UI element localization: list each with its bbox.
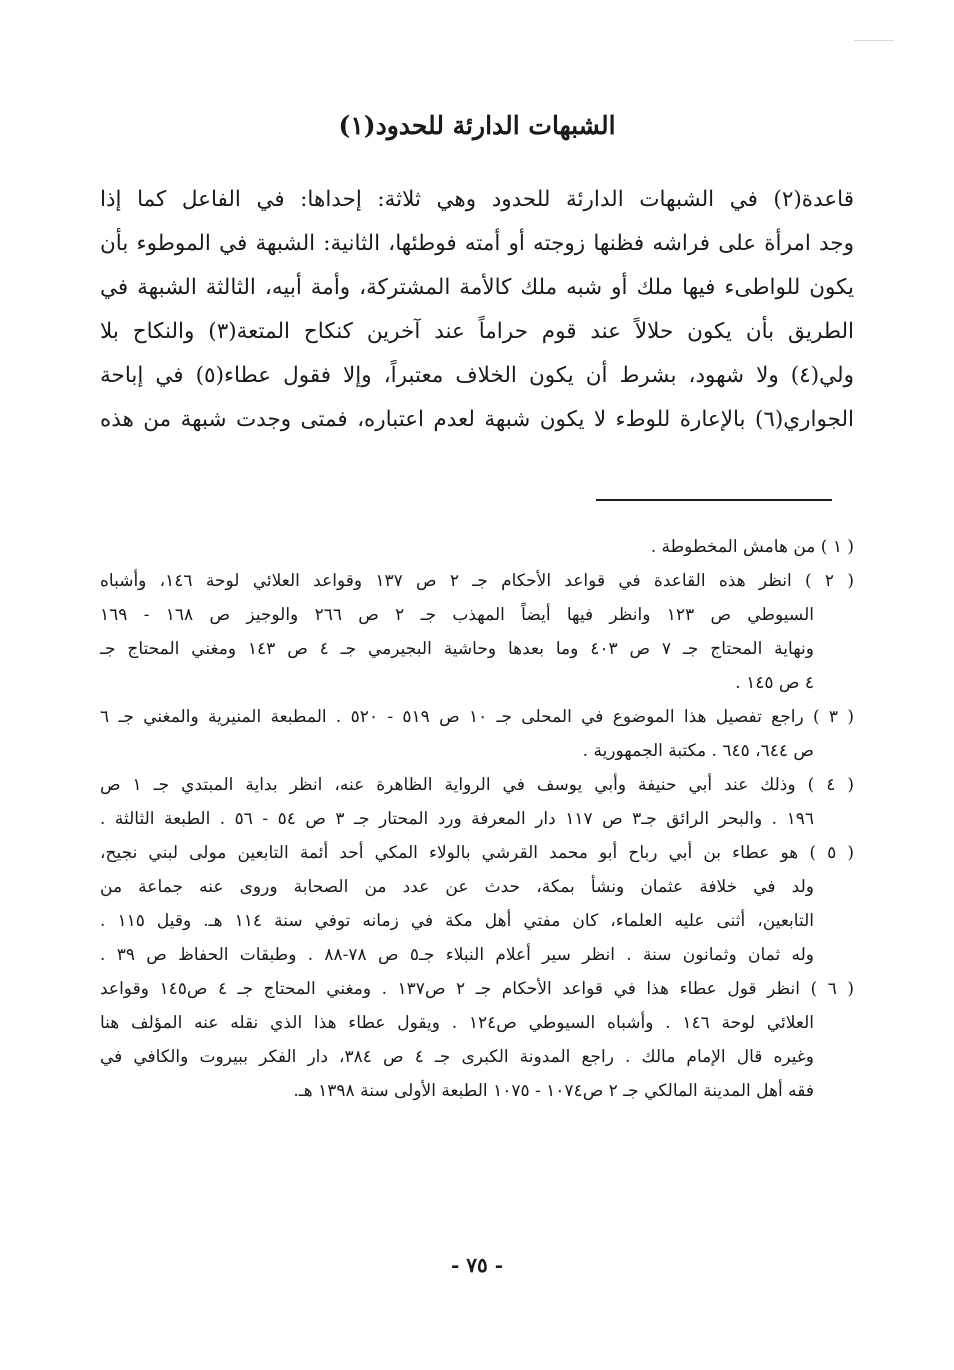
footnote-line: ص ٦٤٤، ٦٤٥ . مكتبة الجمهورية . — [582, 741, 814, 761]
footnote-line: ( ٦ ) انظر قول عطاء هذا في قواعد الأحكام جـ ٢ ص١٣٧ . ومغني المحتاج جـ ٤ ص١٤٥ وقواعد — [100, 979, 855, 999]
footnote-line: التابعين، أثنى عليه العلماء، كان مفتي أهل مكة في زمانه توفي سنة ١١٤ هـ. وقيل ١١٥ . — [100, 911, 814, 931]
footnote-line: ( ١ ) من هامش المخطوطة . — [650, 537, 854, 557]
footnote-line: فقه أهل المدينة المالكي جـ ٢ ص١٠٧٤ - ١٠٧٥ الطبعة الأولى سنة ١٣٩٨ هـ. — [293, 1081, 814, 1101]
footnote-line: ( ٣ ) راجع تفصيل هذا الموضوع في المحلى جـ ١٠ ص ٥١٩ - ٥٢٠ . المطبعة المنيرية والمغني جـ ٦ — [100, 707, 854, 727]
footnote-6 — [100, 972, 854, 1108]
footnote-3 — [100, 700, 854, 768]
footnote-line: ١٩٦ . والبحر الرائق جـ٣ ص ١١٧ دار المعرفة ورد المحتار جـ ٣ ص ٥٤ - ٥٦ . الطبعة الثالثة . — [100, 809, 814, 829]
footnote-separator — [596, 499, 832, 501]
footnote-line: وله ثمان وثمانون سنة . انظر سير أعلام النبلاء جـ٥ ص ٧٨-٨٨ . وطبقات الحفاظ ص ٣٩ . — [100, 945, 814, 965]
footnote-line: ( ٤ ) وذلك عند أبي حنيفة وأبي يوسف في الرواية الظاهرة عنه، انظر بداية المبتدي جـ ١ ص — [100, 775, 854, 795]
footnote-line: ولد في خلافة عثمان ونشأ بمكة، حدث عن عدد من الصحابة وروى عنه جماعة من — [100, 877, 814, 897]
footnote-line: ونهاية المحتاج جـ ٧ ص ٤٠٣ وما بعدها وحاشية البجيرمي جـ ٤ ص ١٤٣ ومغني المحتاج جـ — [100, 639, 814, 659]
main-paragraph — [100, 178, 854, 442]
footnotes — [100, 530, 854, 1108]
body-line: وجد امرأة على فراشه فظنها زوجته أو أمته فوطئها، الثانية: الشبهة في الموطوء بأن — [100, 231, 854, 256]
footnote-1 — [100, 530, 854, 564]
footnote-5 — [100, 836, 854, 972]
footnote-line: وغيره قال الإمام مالك . راجع المدونة الكبرى جـ ٤ ص ٣٨٤، دار الفكر ببيروت والكافي في — [100, 1047, 814, 1067]
footnote-line: ٤ ص ١٤٥ . — [735, 673, 814, 693]
page-title: الشبهات الدارئة للحدود(١) — [338, 111, 616, 140]
body-line: ولي(٤) ولا شهود، بشرط أن يكون الخلاف معتبراً، وإلا فقول عطاء(٥) في إباحة — [100, 363, 854, 388]
body-line: قاعدة(٢) في الشبهات الدارئة للحدود وهي ثلاثة: إحداها: في الفاعل كما إذا — [100, 187, 854, 212]
footnote-4 — [100, 768, 854, 836]
footnote-line: ( ٥ ) هو عطاء بن أبي رباح أبو محمد القرشي بالولاء المكي أحد أئمة التابعين مولى لبني نجيح، — [100, 843, 854, 863]
body-line: يكون للواطىء فيها ملك أو شبه ملك كالأمة المشتركة، وأمة أبيه، الثالثة الشبهة في — [100, 275, 854, 300]
footnote-line: ( ٢ ) انظر هذه القاعدة في قواعد الأحكام جـ ٢ ص ١٣٧ وقواعد العلائي لوحة ١٤٦، وأشباه — [100, 571, 854, 591]
body-line: الجواري(٦) بالإعارة للوطء لا يكون شبهة لعدم اعتباره، فمتى وجدت شبهة من هذه — [100, 407, 854, 432]
footnote-line: السيوطي ص ١٢٣ وانظر فيها أيضاً المهذب جـ ٢ ص ٢٦٦ والوجيز ص ١٦٨ - ١٦٩ — [100, 605, 814, 625]
footnote-line: العلائي لوحة ١٤٦ . وأشباه السيوطي ص١٢٤ . ويقول عطاء هذا الذي نقله عنه المؤلف هنا — [100, 1013, 814, 1033]
page-number: - ٧٥ - — [450, 1253, 503, 1277]
body-line: الطريق بأن يكون حلالاً عند قوم حراماً عند آخرين كنكاح المتعة(٣) والنكاح بلا — [100, 319, 854, 344]
scan-mark — [854, 40, 894, 41]
footnote-2 — [100, 564, 854, 700]
